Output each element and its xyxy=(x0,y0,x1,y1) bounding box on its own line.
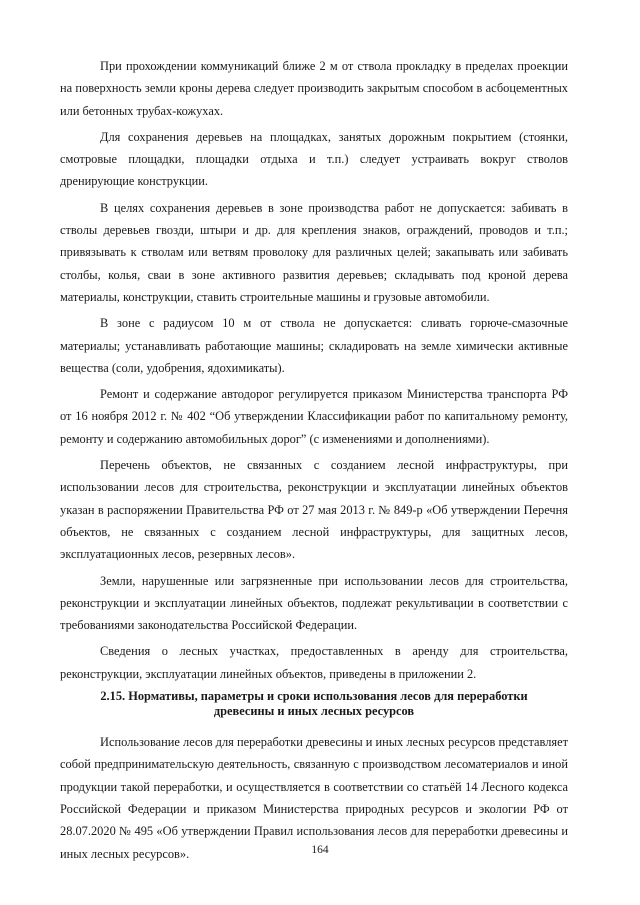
paragraph-recultivation: Земли, нарушенные или загрязненные при использовании лесов для строительства, реконструкции и эксплуатации линейных объектов, подлежат рекультивации в соответствии с требованиями законодательства Российской Федерации. xyxy=(60,573,568,633)
section-heading-line-1: 2.15. Нормативы, параметры и сроки использования лесов для переработки xyxy=(100,689,528,704)
page-number: 164 xyxy=(311,844,329,856)
paragraph-lease-info: Сведения о лесных участках, предоставленных в аренду для строительства, реконструкции, эксплуатации линейных объектов, приведены в приложении 2. xyxy=(60,644,568,681)
paragraph-drainage: Для сохранения деревьев на площадках, занятых дорожным покрытием (стоянки, смотровые площадки, площадки отдыха и т.п.) следует устраивать вокруг стволов дренирующие конструкции. xyxy=(60,129,568,189)
paragraph-object-list: Перечень объектов, не связанных с созданием лесной инфраструктуры, при использовании лесов для строительства, реконструкции и эксплуатации линейных объектов указан в распоряжении Правительства РФ от 27 мая 2013 г. № 849-р «Об утверждении Перечня объектов, не связанных с созданием лесной инфраструктуры, для защитных лесов, эксплуатационных лесов, резервных лесов». xyxy=(60,458,568,562)
section-heading-line-2: древесины и иных лесных ресурсов xyxy=(213,704,415,719)
paragraph-radius-zone: В зоне с радиусом 10 м от ствола не допускается: сливать горюче-смазочные материалы; устанавливать работающие машины; складировать на земле химически активные вещества (соли, удобрения, ядохимикаты). xyxy=(60,316,568,375)
paragraph-communications: При прохождении коммуникаций ближе 2 м от ствола прокладку в пределах проекции на поверхность земли кроны дерева следует производить закрытым способом в асбоцементных или бетонных трубах-кожухах. xyxy=(60,59,568,118)
document-page xyxy=(60,55,568,869)
paragraph-road-maintenance: Ремонт и содержание автодорог регулируется приказом Министерства транспорта РФ от 16 ноября 2012 г. № 402 “Об утверждении Классификации работ по капитальному ремонту, ремонту и содержанию автомобильных дорог” (с изменениями и дополнениями). xyxy=(60,387,568,446)
paragraph-wood-processing: Использование лесов для переработки древесины и иных лесных ресурсов представляет собой предпринимательскую деятельность, связанную с производством лесоматериалов и иной продукции такой переработки, и осуществляется в соответствии со статьёй 14 Лесного кодекса Российской Федерации и приказом Министерства природных ресурсов и экологии РФ от 28.07.2020 № 495 «Об утверждении Правил использования лесов для переработки древесины и иных лесных ресурсов». xyxy=(60,735,568,861)
paragraph-tree-protection: В целях сохранения деревьев в зоне производства работ не допускается: забивать в стволы деревьев гвозди, штыри и др. для крепления знаков, ограждений, проводов и т.п.; привязывать к стволам или ветвям проволоку для различных целей; закапывать или забивать столбы, колья, сваи в зоне активного развития деревьев; складывать под кроной дерева материалы, конструкции, ставить строительные машины и грузовые автомобили. xyxy=(60,200,568,304)
section-heading xyxy=(60,689,568,719)
